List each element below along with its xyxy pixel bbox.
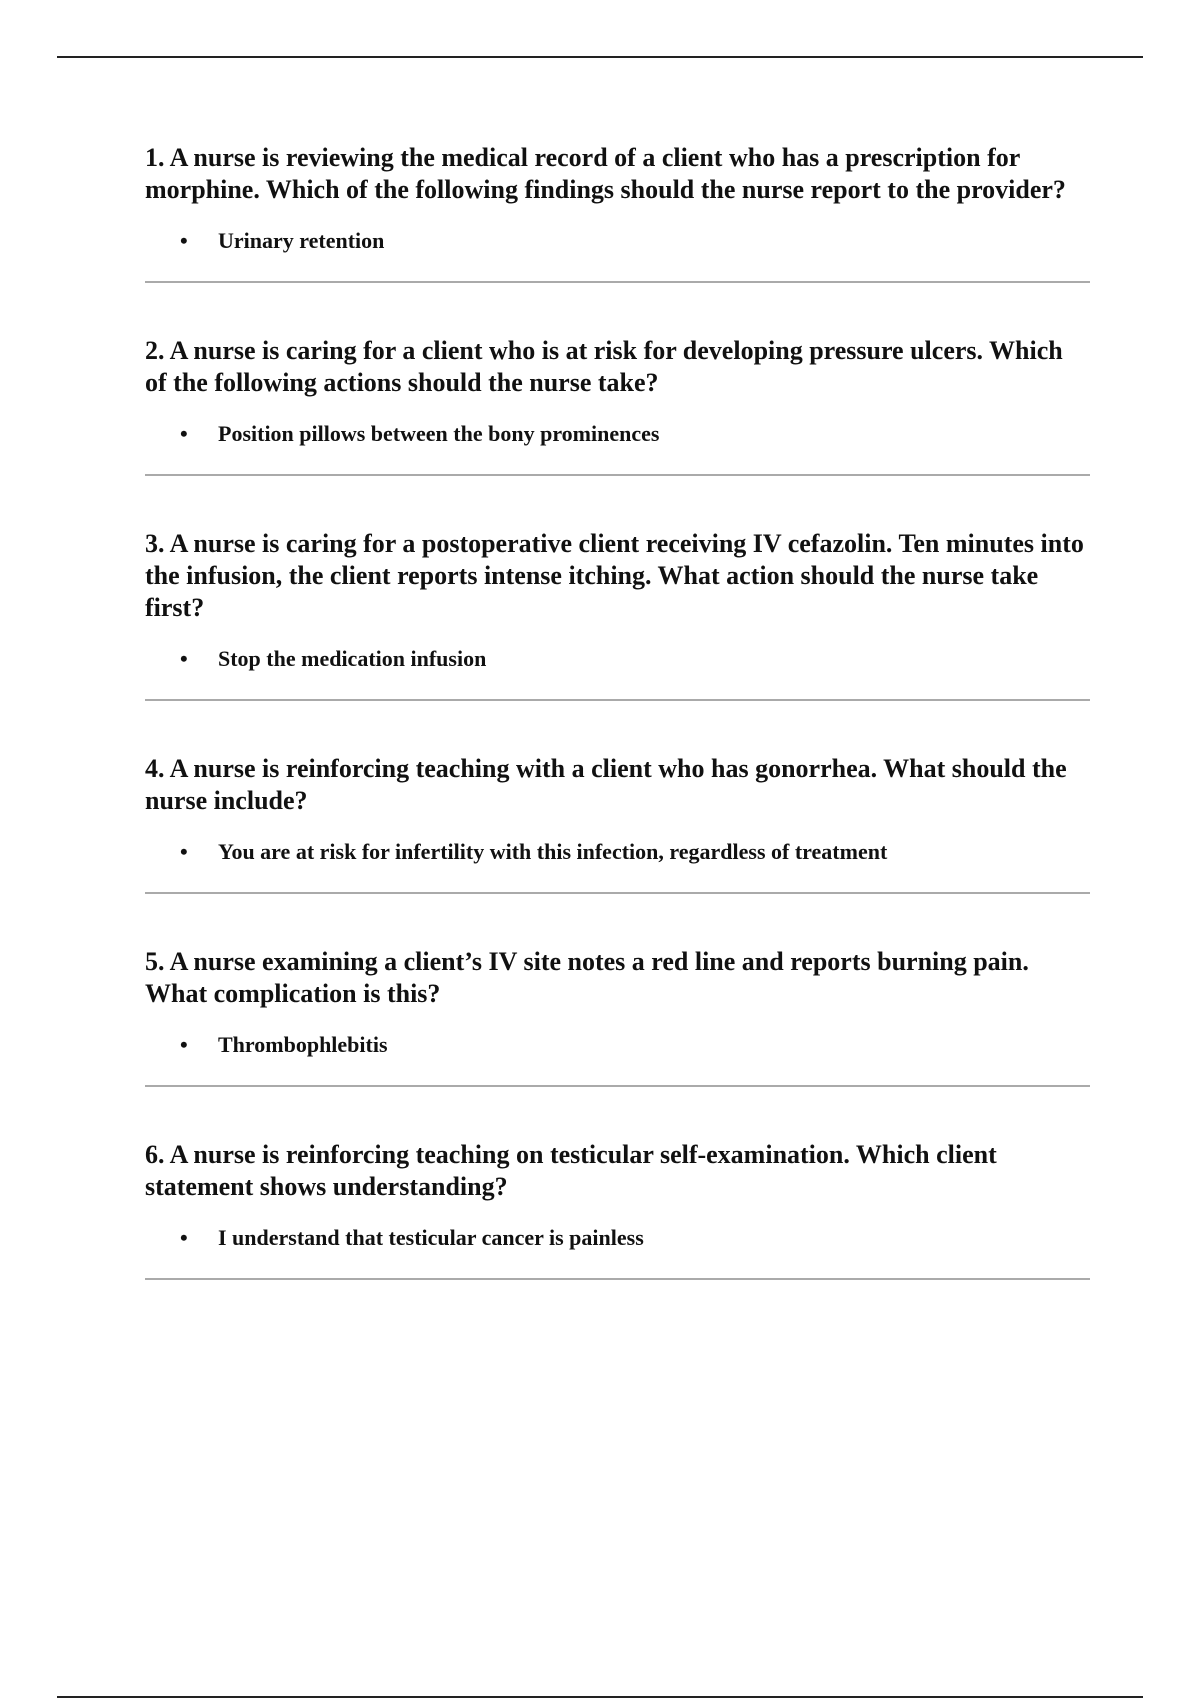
section-divider xyxy=(145,699,1090,701)
answer-text: Stop the medication infusion xyxy=(218,646,487,671)
section-divider xyxy=(145,1278,1090,1280)
question-text: 1. A nurse is reviewing the medical record of a client who has a prescription for morphine. Which of the following findings should the nurse report to the provider? xyxy=(145,143,1066,204)
answer-list xyxy=(145,1223,1090,1253)
answer-item xyxy=(145,1030,1090,1060)
question-list xyxy=(145,142,1090,1332)
question-text: 2. A nurse is caring for a client who is at risk for developing pressure ulcers. Which of the following actions should the nurse take? xyxy=(145,336,1063,397)
answer-text: Urinary retention xyxy=(218,228,385,253)
question-block-5 xyxy=(145,946,1090,1087)
question-block-4 xyxy=(145,753,1090,894)
question-block-1 xyxy=(145,142,1090,283)
answer-item xyxy=(145,644,1090,674)
answer-text: You are at risk for infertility with this infection, regardless of treatment xyxy=(218,839,888,864)
bullet-icon: • xyxy=(180,1225,188,1250)
answer-item xyxy=(145,419,1090,449)
answer-text: Thrombophlebitis xyxy=(218,1032,388,1057)
section-divider xyxy=(145,281,1090,283)
section-divider xyxy=(145,892,1090,894)
answer-list xyxy=(145,644,1090,674)
question-block-2 xyxy=(145,335,1090,476)
answer-list xyxy=(145,1030,1090,1060)
answer-text: I understand that testicular cancer is painless xyxy=(218,1225,644,1250)
section-divider xyxy=(145,1085,1090,1087)
bullet-icon: • xyxy=(180,839,188,864)
question-block-3 xyxy=(145,528,1090,701)
question-block-6 xyxy=(145,1139,1090,1280)
section-divider xyxy=(145,474,1090,476)
answer-item xyxy=(145,1223,1090,1253)
answer-list xyxy=(145,837,1090,867)
answer-item xyxy=(145,837,1090,867)
bullet-icon: • xyxy=(180,421,188,446)
question-text: 5. A nurse examining a client’s IV site notes a red line and reports burning pain. What complication is this? xyxy=(145,947,1029,1008)
question-text: 6. A nurse is reinforcing teaching on testicular self-examination. Which client statement shows understanding? xyxy=(145,1140,997,1201)
question-text: 3. A nurse is caring for a postoperative client receiving IV cefazolin. Ten minutes into the infusion, the client reports intense itching. What action should the nurse take first? xyxy=(145,529,1084,622)
page-top-rule xyxy=(57,56,1143,58)
page-bottom-rule xyxy=(57,1696,1143,1698)
bullet-icon: • xyxy=(180,646,188,671)
question-text: 4. A nurse is reinforcing teaching with a client who has gonorrhea. What should the nurse include? xyxy=(145,754,1067,815)
answer-list xyxy=(145,226,1090,256)
answer-list xyxy=(145,419,1090,449)
bullet-icon: • xyxy=(180,1032,188,1057)
answer-text: Position pillows between the bony prominences xyxy=(218,421,660,446)
bullet-icon: • xyxy=(180,228,188,253)
answer-item xyxy=(145,226,1090,256)
